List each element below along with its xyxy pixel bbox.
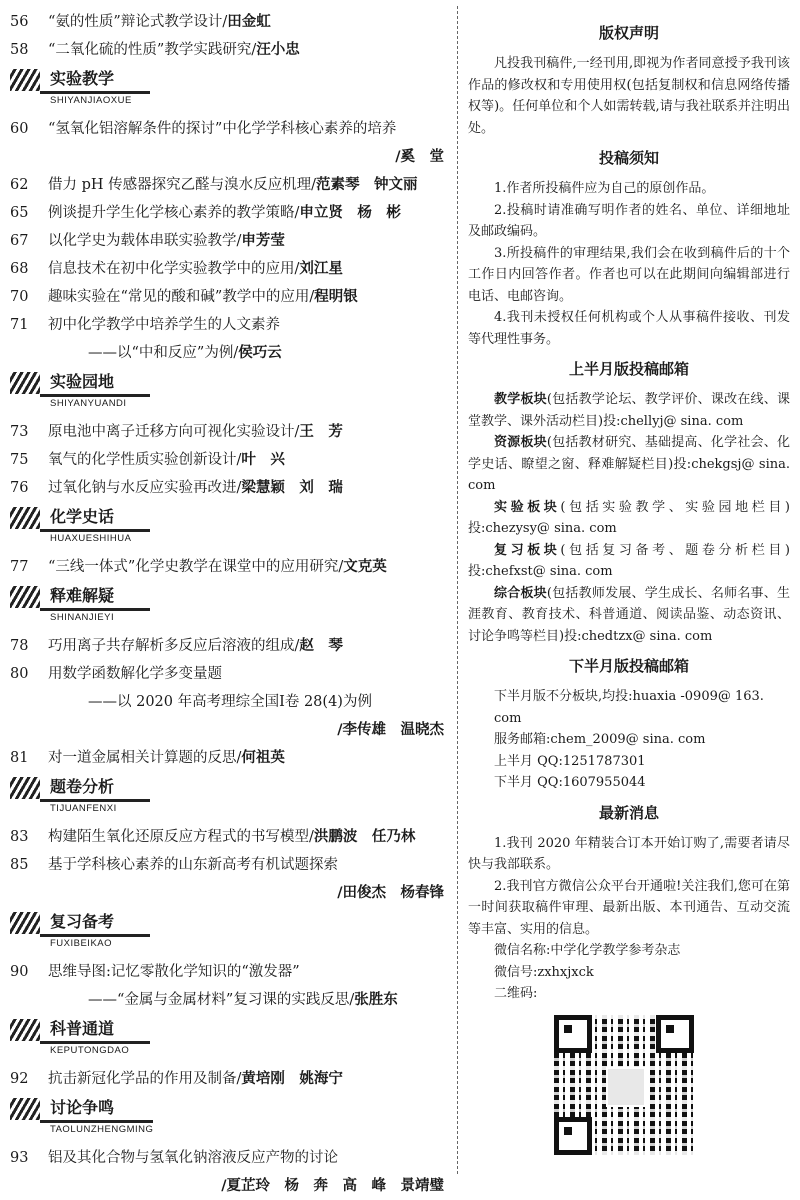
page-number: 75 [10, 452, 29, 468]
page-number: 71 [10, 317, 29, 333]
page-number: 78 [10, 638, 29, 654]
entry-title [48, 283, 450, 311]
author-names: 叶 兴 [241, 452, 285, 468]
author-names: 刘江星 [299, 261, 343, 277]
author-names: 张胜东 [354, 992, 398, 1008]
copyright-heading: 版权声明 [598, 24, 659, 42]
author-names: /夏芷玲 杨 奔 高 峰 景靖璧 [221, 1178, 444, 1194]
page-number: 58 [10, 42, 29, 58]
title-text: 用数学函数解化学多变量题 [48, 666, 222, 682]
section-stripes-icon [10, 69, 40, 91]
entry-title [48, 1144, 450, 1172]
page-number: 60 [10, 121, 29, 137]
author-names: /田俊杰 杨春锋 [337, 885, 444, 901]
mailbox-item: 复习板块(包括复习备考、题卷分析栏目)投:chefxst@ sina. com [468, 542, 790, 579]
info-column [468, 14, 790, 1155]
page-number: 65 [10, 205, 29, 221]
mailbox-item: 资源板块(包括教材研究、基础提高、化学社会、化学史话、瞭望之窗、释难解疑栏目)投:chekgsj@ sina. com [468, 435, 790, 493]
toc-entry[interactable] [10, 553, 450, 581]
section-stripes-icon [10, 912, 40, 934]
author-names: 范素琴 钟文丽 [316, 177, 418, 193]
mailbox-item: 实验板块(包括实验教学、实验园地栏目)投:chezysy@ sina. com [468, 499, 790, 536]
second-half-line: 下半月 QQ:1607955044 [494, 775, 646, 790]
section-stripes-icon [10, 507, 40, 529]
wechat-id: 微信号:zxhxjxck [494, 964, 594, 980]
second-half-line: 上半月 QQ:1251787301 [494, 753, 646, 769]
author-names: 文克英 [343, 559, 387, 575]
author-names: 汪小忠 [256, 42, 300, 58]
table-of-contents [10, 8, 450, 1200]
author-names: 申芳莹 [241, 233, 285, 249]
toc-entry[interactable] [10, 823, 450, 851]
section-title-box [40, 910, 150, 951]
page-number: 77 [10, 559, 29, 575]
section-title: 讨论争鸣 [40, 1096, 153, 1123]
news-item: 2.我刊官方微信公众平台开通啦!关注我们,您可在第一时间获取稿件审理、最新出版、本刊通告、互动交流等丰富、实用的信息。 [468, 878, 790, 937]
title-text: 原电池中离子迁移方向可视化实验设计/ [48, 424, 300, 440]
toc-entry[interactable] [10, 311, 450, 339]
column-divider [457, 6, 458, 1174]
page-number: 76 [10, 480, 29, 496]
page-number: 90 [10, 964, 29, 980]
toc-entry[interactable] [10, 8, 450, 36]
author-names: 田金虹 [227, 14, 271, 30]
wechat-name: 微信名称:中学化学教学参考杂志 [494, 943, 681, 958]
entry-subtitle [10, 688, 450, 716]
page-number: 62 [10, 177, 29, 193]
author-names: 申立贤 杨 彬 [299, 205, 401, 221]
subtitle-text: ——以 2020 年高考理综全国Ⅰ卷 28(4)为例 [88, 694, 372, 710]
entry-title [48, 227, 450, 255]
section-title: 科普通道 [40, 1017, 150, 1044]
section-stripes-icon [10, 586, 40, 608]
section-header [10, 505, 450, 551]
section-title: 释难解疑 [40, 584, 150, 611]
section-pinyin: HUAXUESHIHUA [50, 533, 132, 544]
section-header [10, 775, 450, 821]
qr-code[interactable] [554, 1015, 694, 1155]
notice-item: 1.作者所投稿件应为自己的原创作品。 [494, 181, 715, 196]
entry-title [48, 553, 450, 581]
second-half-line: 下半月版不分板块,均投:huaxia -0909@ 163. com [494, 689, 764, 726]
entry-title [48, 418, 450, 446]
notice-item: 2.投稿时请准确写明作者的姓名、单位、详细地址及邮政编码。 [468, 202, 790, 239]
author-names: 何祖英 [241, 750, 285, 766]
entry-subtitle [10, 986, 450, 1014]
entry-title [48, 115, 450, 143]
section-title-box [40, 370, 150, 411]
entry-title [48, 958, 450, 986]
entry-title [48, 474, 450, 502]
entry-title [48, 744, 450, 772]
author-names: 侯巧云 [238, 345, 282, 361]
title-text: 思维导图:记忆零散化学知识的“激发器” [48, 964, 300, 980]
title-text: 氧气的化学性质实验创新设计/ [48, 452, 242, 468]
entry-title [48, 311, 450, 339]
first-half-heading: 上半月版投稿邮箱 [568, 360, 689, 378]
title-text: 构建陌生氧化还原反应方程式的书写模型/ [48, 829, 314, 845]
page-number: 83 [10, 829, 29, 845]
entry-subtitle [10, 339, 450, 367]
title-text: 抗击新冠化学品的作用及制备/ [48, 1071, 242, 1087]
title-text: 借力 pH 传感器探究乙醛与溴水反应机理/ [48, 177, 317, 193]
author-names: 王 芳 [299, 424, 343, 440]
author-names: /奚 堂 [395, 149, 444, 165]
toc-entry[interactable] [10, 418, 450, 446]
section-pinyin: KEPUTONGDAO [50, 1045, 130, 1056]
author-names: 洪鹏波 任乃林 [313, 829, 416, 845]
section-pinyin: SHIYANJIAOXUE [50, 95, 132, 106]
section-title: 实验园地 [40, 370, 150, 397]
title-text: 对一道金属相关计算题的反思/ [48, 750, 242, 766]
mailbox-item: 教学板块(包括教学论坛、教学评价、课改在线、课堂教学、课外活动栏目)投:chellyj@ sina. com [468, 392, 790, 429]
title-text: 巧用离子共存解析多反应后溶液的组成/ [48, 638, 300, 654]
section-title-box [40, 775, 150, 816]
section-title-box [40, 1017, 150, 1058]
qr-logo [606, 1067, 646, 1107]
news-heading: 最新消息 [598, 803, 659, 822]
section-title-box [40, 1096, 153, 1137]
title-text: 例谈提升学生化学核心素养的教学策略/ [48, 205, 300, 221]
subtitle-text: ——“金属与金属材料”复习课的实践反思/ [88, 992, 355, 1008]
page-number: 92 [10, 1071, 29, 1087]
entry-title [48, 36, 450, 64]
toc-entry[interactable] [10, 1065, 450, 1093]
section-header [10, 370, 450, 416]
subtitle-text: ——以“中和反应”为例/ [88, 345, 239, 361]
notice-heading: 投稿须知 [598, 149, 659, 167]
entry-title [48, 8, 450, 36]
title-text: 基于学科核心素养的山东新高考有机试题探索 [48, 857, 338, 873]
toc-entry[interactable] [10, 474, 450, 502]
second-half-line: 服务邮箱:chem_2009@ sina. com [494, 732, 706, 747]
entry-title [48, 823, 450, 851]
toc-entry[interactable] [10, 115, 450, 143]
title-text: 趣味实验在“常见的酸和碱”教学中的应用/ [48, 289, 315, 305]
copyright-text: 凡投我刊稿件,一经刊用,即视为作者同意授予我刊该作品的修改权和专用使用权(包括复制权和信息网络传播权等)。任何单位和个人如需转载,请与我社联系并注明出处。 [468, 56, 790, 136]
title-text: 过氧化钠与水反应实验再改进/ [48, 480, 242, 496]
toc-entry[interactable] [10, 446, 450, 474]
author-names: 黄培刚 姚海宁 [241, 1071, 343, 1087]
author-names: /李传雄 温晓杰 [337, 722, 444, 738]
section-title-box [40, 584, 150, 625]
page-number: 93 [10, 1150, 29, 1166]
entry-title [48, 199, 450, 227]
toc-entry[interactable] [10, 199, 450, 227]
page-number: 80 [10, 666, 29, 682]
section-pinyin: FUXIBEIKAO [50, 938, 113, 949]
page-number: 68 [10, 261, 29, 277]
page-number: 81 [10, 750, 29, 766]
entry-title [48, 1065, 450, 1093]
entry-title [48, 632, 450, 660]
title-text: “氢氧化铝溶解条件的探讨”中化学学科核心素养的培养 [48, 121, 397, 137]
author-names: 梁慧颖 刘 瑞 [241, 480, 343, 496]
section-pinyin: SHINANJIEYI [50, 612, 115, 623]
news-item: 1.我刊 2020 年精装合订本开始订购了,需要者请尽快与我部联系。 [468, 835, 790, 872]
section-header [10, 1096, 450, 1142]
toc-entry[interactable] [10, 1144, 450, 1172]
toc-entry[interactable] [10, 958, 450, 986]
toc-entry[interactable] [10, 255, 450, 283]
toc-entry[interactable] [10, 632, 450, 660]
title-text: “氨的性质”辩论式教学设计/ [48, 14, 228, 30]
section-title-box [40, 67, 150, 108]
entry-title [48, 851, 450, 879]
entry-title [48, 171, 450, 199]
toc-entry[interactable] [10, 227, 450, 255]
title-text: 铝及其化合物与氢氧化钠溶液反应产物的讨论 [48, 1150, 338, 1166]
notice-item: 4.我刊未授权任何机构或个人从事稿件接收、刊发等代理性事务。 [468, 310, 790, 347]
entry-title [48, 446, 450, 474]
notice-item: 3.所投稿件的审理结果,我们会在收到稿件后的十个工作日内回答作者。作者也可以在此期间向编辑部进行电话、电邮咨询。 [468, 245, 790, 304]
section-pinyin: TIJUANFENXI [50, 803, 117, 814]
toc-entry[interactable] [10, 744, 450, 772]
title-text: 初中化学教学中培养学生的人文素养 [48, 317, 280, 333]
section-stripes-icon [10, 1019, 40, 1041]
author-names: 程明银 [314, 289, 358, 305]
section-title: 实验教学 [40, 67, 150, 94]
section-stripes-icon [10, 372, 40, 394]
qr-label: 二维码: [494, 986, 538, 1001]
section-stripes-icon [10, 777, 40, 799]
toc-entry[interactable] [10, 660, 450, 688]
section-title: 题卷分析 [40, 775, 150, 802]
page-number: 70 [10, 289, 29, 305]
toc-entry[interactable] [10, 36, 450, 64]
page-number: 73 [10, 424, 29, 440]
section-pinyin: TAOLUNZHENGMING [50, 1124, 154, 1135]
entry-title [48, 660, 450, 688]
title-text: 信息技术在初中化学实验教学中的应用/ [48, 261, 300, 277]
section-stripes-icon [10, 1098, 40, 1120]
toc-entry[interactable] [10, 851, 450, 879]
page-number: 85 [10, 857, 29, 873]
second-half-heading: 下半月版投稿邮箱 [568, 657, 689, 675]
title-text: 以化学史为载体串联实验教学/ [48, 233, 242, 249]
page-number: 67 [10, 233, 29, 249]
section-header [10, 67, 450, 113]
section-header [10, 1017, 450, 1063]
title-text: “二氧化硫的性质”教学实践研究/ [48, 42, 257, 58]
author-names: 赵 琴 [299, 638, 343, 654]
mailbox-item: 综合板块(包括教师发展、学生成长、名师名事、生涯教育、教育技术、科普通道、阅读品鉴、动态资讯、讨论争鸣等栏目)投:chedtzx@ sina. com [468, 585, 790, 644]
section-title: 复习备考 [40, 910, 150, 937]
toc-entry[interactable] [10, 283, 450, 311]
entry-title [48, 255, 450, 283]
section-header [10, 910, 450, 956]
page-number: 56 [10, 14, 29, 30]
title-text: “三线一体式”化学史教学在课堂中的应用研究/ [48, 559, 344, 575]
section-title-box [40, 505, 150, 546]
section-pinyin: SHIYANYUANDI [50, 398, 127, 409]
section-title: 化学史话 [40, 505, 150, 532]
section-header [10, 584, 450, 630]
toc-entry[interactable] [10, 171, 450, 199]
